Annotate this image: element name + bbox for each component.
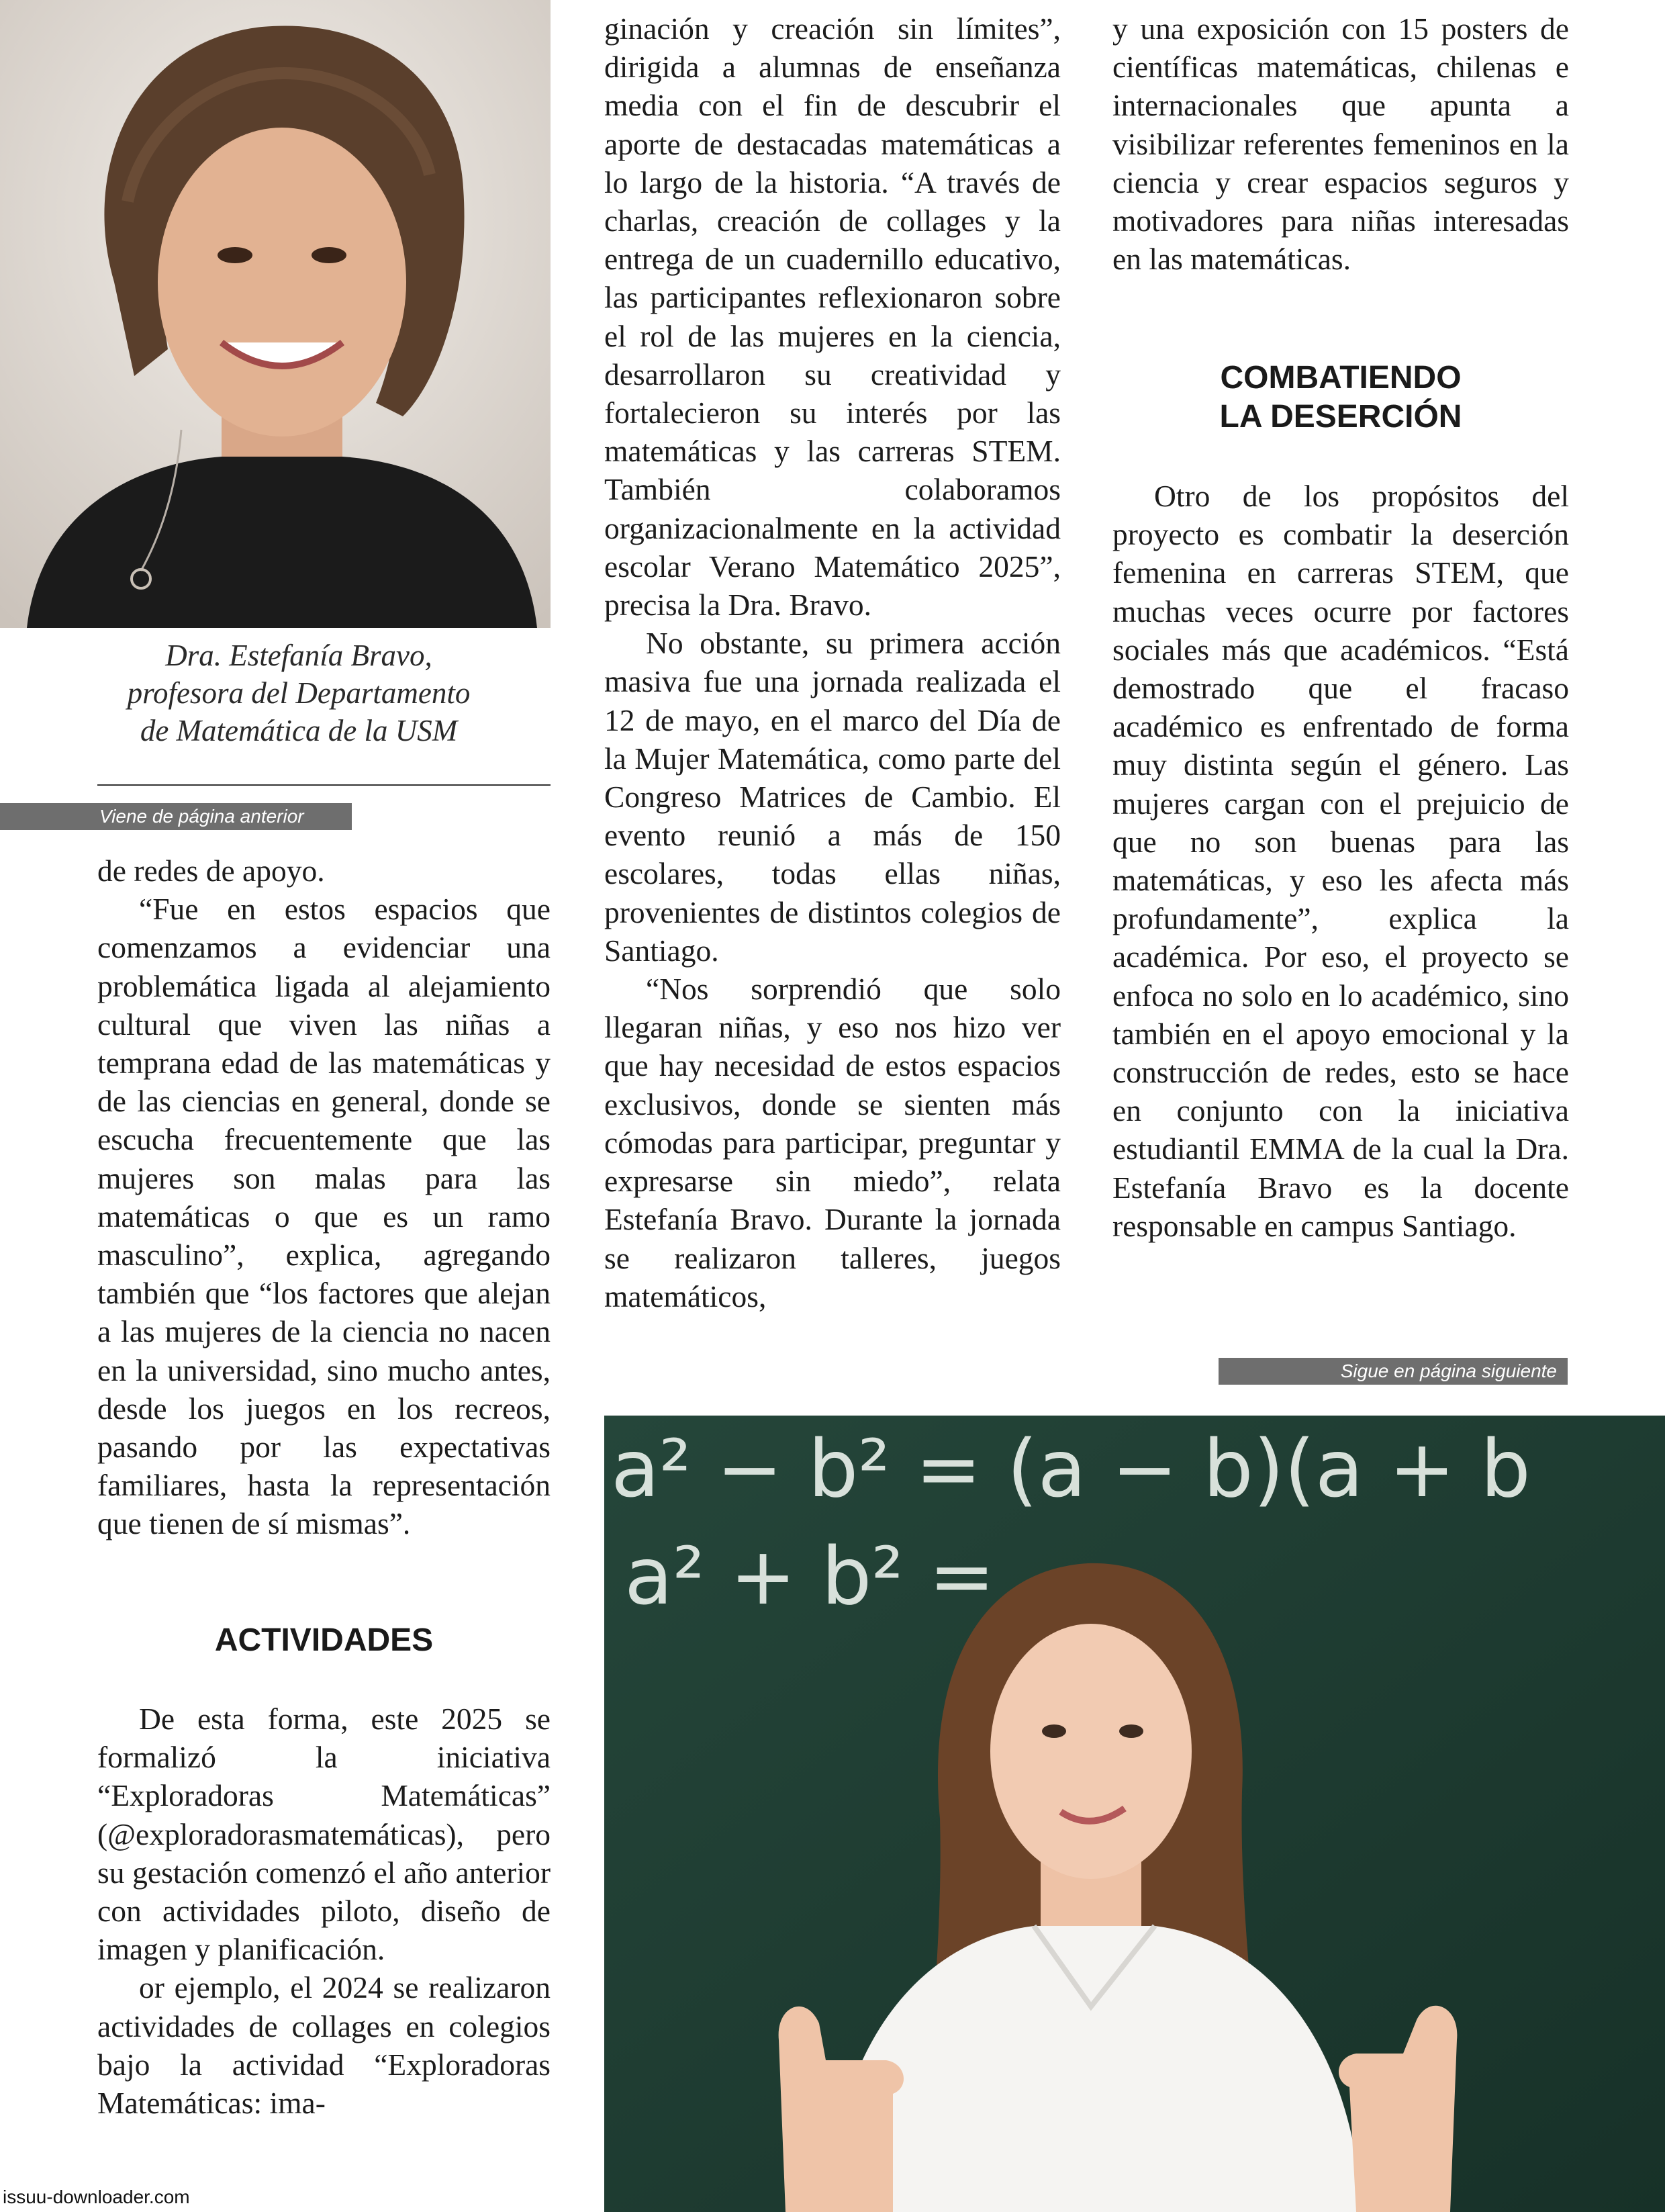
caption-line: Dra. Estefanía Bravo,	[165, 639, 432, 672]
paragraph: y una exposición con 15 posters de científicas matemáticas, chilenas e internacionales que apunta a visibilizar referentes femeninos en la ciencia y crear espacios seguros y motivadores para niñas interesadas en las matemáticas.	[1112, 11, 1569, 277]
continued-from-tag: Viene de página anterior	[0, 803, 352, 830]
article-column-2	[604, 9, 1061, 1316]
photo-caption	[94, 637, 504, 749]
section-heading-actividades	[97, 1621, 551, 1660]
paragraph: No obstante, su primera acción masiva fue una jornada realizada el 12 de mayo, en el marco del Día de la Mujer Matemática, como parte del Congreso Matrices de Cambio. El evento reunió a más de 150 escolares, todas ellas niñas, provenientes de distintos colegios de Santiago.	[604, 626, 1061, 968]
formula-line: a² − b² = (a − b)(a + b	[611, 1422, 1531, 1515]
paragraph: De esta forma, este 2025 se formalizó la iniciativa “Exploradoras Matemáticas” (@exploradorasmatemáticas), pero su gestación comenzó el año anterior con actividades piloto, diseño de imagen y planificación.	[97, 1702, 551, 1967]
paragraph: de redes de apoyo.	[97, 854, 325, 888]
heading-line: LA DESERCIÓN	[1219, 399, 1462, 434]
continued-on-tag: Sigue en página siguiente	[1219, 1358, 1568, 1385]
heading-line: COMBATIENDO	[1220, 360, 1462, 396]
article-column-1	[97, 851, 551, 1543]
caption-line: de Matemática de la USM	[140, 714, 458, 747]
caption-divider	[97, 784, 551, 786]
article-column-3-continued	[1112, 477, 1569, 1245]
caption-line: profesora del Departamento	[127, 676, 471, 710]
blackboard-illustration	[604, 1416, 1665, 2212]
portrait-photo	[0, 0, 551, 628]
paragraph: ginación y creación sin límites”, dirigida a alumnas de enseñanza media con el fin de descubrir el aporte de destacadas matemáticas a lo largo de la historia. “A través de charlas, creación de collages y la entrega de un cuadernillo educativo, las participantes reflexionaron sobre el rol de las mujeres en la ciencia, desarrollaron su creatividad y fortalecieron su interés por las matemáticas y las carreras STEM. También colaboramos organizacionalmente en la actividad escolar Verano Matemático 2025”, precisa la Dra. Bravo.	[604, 11, 1061, 623]
article-column-1-continued	[97, 1700, 551, 2122]
paragraph: or ejemplo, el 2024 se realizaron actividades de collages en colegios bajo la actividad “Exploradoras Matemáticas: ima-	[97, 1970, 551, 2121]
paragraph: “Nos sorprendió que solo llegaran niñas, y eso nos hizo ver que hay necesidad de estos espacios exclusivos, donde se sienten más cómodas para participar, preguntar y expresarse sin miedo”, relata Estefanía Bravo. Durante la jornada se realizaron talleres, juegos matemáticos,	[604, 972, 1061, 1314]
watermark: issuu-downloader.com	[0, 2182, 195, 2212]
blackboard-photo	[604, 1416, 1665, 2212]
heading-text: ACTIVIDADES	[214, 1622, 434, 1658]
article-column-3	[1112, 9, 1569, 278]
portrait-illustration	[0, 0, 551, 628]
formula-line: a² + b² =	[624, 1530, 996, 1622]
section-heading-combatiendo	[1112, 359, 1569, 436]
paragraph: Otro de los propósitos del proyecto es combatir la deserción femenina en carreras STEM, que muchas veces ocurre por factores sociales más que académicos. “Está demostrado que el fracaso académico es enfrentado de forma muy distinta según el género. Las mujeres cargan con el prejuicio de que no son buenas para las matemáticas, y eso les afecta más profundamente”, explica la académica. Por eso, el proyecto se enfoca no solo en lo académico, sino también en el apoyo emocional y la construcción de redes, esto se hace en conjunto con la iniciativa estudiantil EMMA de la cual la Dra. Estefanía Bravo es la docente responsable en campus Santiago.	[1112, 479, 1569, 1243]
paragraph: “Fue en estos espacios que comenzamos a evidenciar una problemática ligada al alejamiento cultural que viven las niñas a temprana edad de las matemáticas y de las ciencias en general, donde se escucha frecuentemente que las mujeres son malas para las matemáticas o que es un ramo masculino”, explica, agregando también que “los factores que alejan a las mujeres de la ciencia no nacen en la universidad, sino mucho antes, desde los juegos en los recreos, pasando por las expectativas familiares, hasta la representación que tienen de sí mismas”.	[97, 892, 551, 1541]
